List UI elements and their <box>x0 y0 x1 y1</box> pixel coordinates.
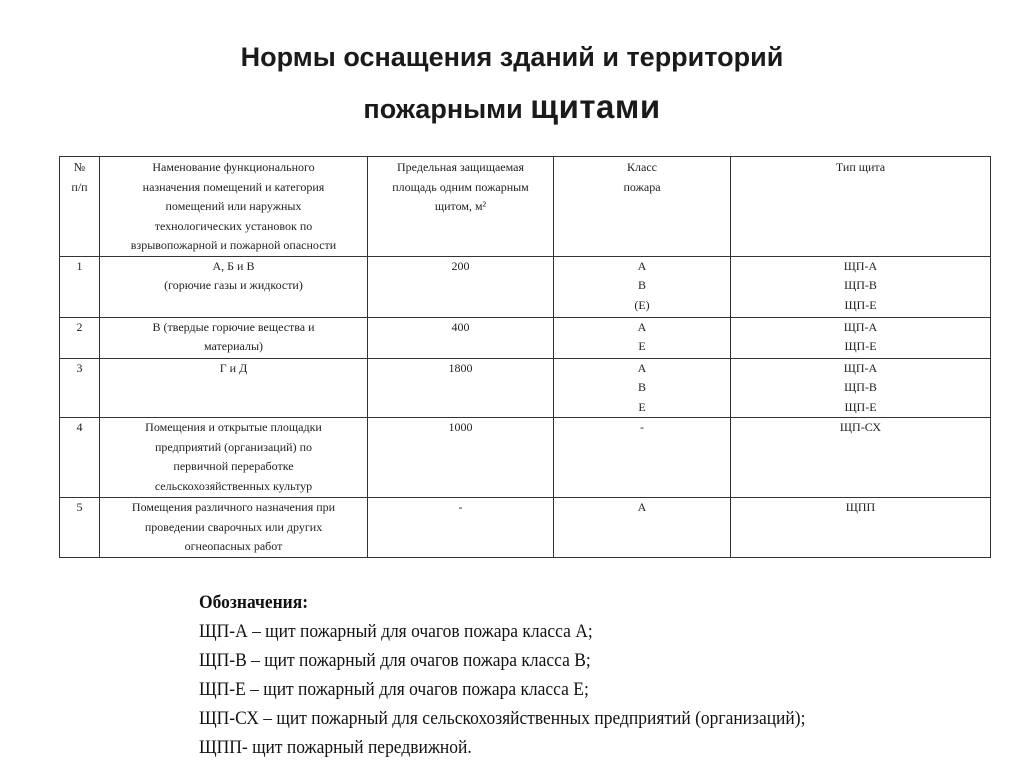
row-fire-class: А <box>554 498 731 558</box>
row-name: В (твердые горючие вещества и материалы) <box>100 317 368 358</box>
row-name: Помещения различного назначения при проведении сварочных или других огнеопасных работ <box>100 498 368 558</box>
legend-heading: Обозначения: <box>199 592 309 613</box>
row-area: - <box>368 498 554 558</box>
header-fire-class: Класс пожара <box>554 157 731 257</box>
row-fire-class: А В Е <box>554 358 731 418</box>
table-row <box>60 358 991 418</box>
table-row <box>60 256 991 317</box>
row-name: Помещения и открытые площадки предприятий (организаций) по первичной переработке сельскохозяйственных культур <box>100 418 368 498</box>
table-row <box>60 498 991 558</box>
legend-item: ЩП-СХ – щит пожарный для сельскохозяйственных предприятий (организаций); <box>199 708 806 729</box>
row-number: 1 <box>60 256 100 317</box>
legend <box>199 588 858 762</box>
row-number: 5 <box>60 498 100 558</box>
header-shield-type: Тип щита <box>731 157 991 257</box>
row-number: 4 <box>60 418 100 498</box>
table-row <box>60 418 991 498</box>
table-header-row <box>60 157 991 257</box>
subtitle-prefix: пожарными <box>363 94 531 124</box>
row-shield-type: ЩП-А ЩП-Е <box>731 317 991 358</box>
row-shield-type: ЩПП <box>731 498 991 558</box>
legend-item: ЩП-В – щит пожарный для очагов пожара класса В; <box>199 650 591 671</box>
row-area: 400 <box>368 317 554 358</box>
table-row <box>60 317 991 358</box>
row-area: 1800 <box>368 358 554 418</box>
row-number: 2 <box>60 317 100 358</box>
legend-item: ЩП-А – щит пожарный для очагов пожара класса А; <box>199 621 593 642</box>
page-title: Нормы оснащения зданий и территорий <box>240 42 784 72</box>
row-shield-type: ЩП-А ЩП-В ЩП-Е <box>731 358 991 418</box>
header-number: № п/п <box>60 157 100 257</box>
header-area: Предельная защищаемая площадь одним пожарным щитом, м² <box>368 157 554 257</box>
row-fire-class: - <box>554 418 731 498</box>
row-shield-type: ЩП-А ЩП-В ЩП-Е <box>731 256 991 317</box>
norms-table <box>59 156 991 558</box>
page-subtitle <box>0 88 1024 126</box>
legend-item: ЩП-Е – щит пожарный для очагов пожара класса Е; <box>199 679 589 700</box>
row-name: А, Б и В (горючие газы и жидкости) <box>100 256 368 317</box>
row-name: Г и Д <box>100 358 368 418</box>
row-area: 200 <box>368 256 554 317</box>
row-fire-class: А Е <box>554 317 731 358</box>
row-fire-class: А В (Е) <box>554 256 731 317</box>
subtitle-emphasis: щитами <box>530 88 661 125</box>
row-area: 1000 <box>368 418 554 498</box>
row-shield-type: ЩП-СХ <box>731 418 991 498</box>
row-number: 3 <box>60 358 100 418</box>
header-name: Наменование функционального назначения помещений и категория помещений или наружных технологических установок по взрывопожарной и пожарной опасности <box>100 157 368 257</box>
legend-item: ЩПП- щит пожарный передвижной. <box>199 737 472 758</box>
